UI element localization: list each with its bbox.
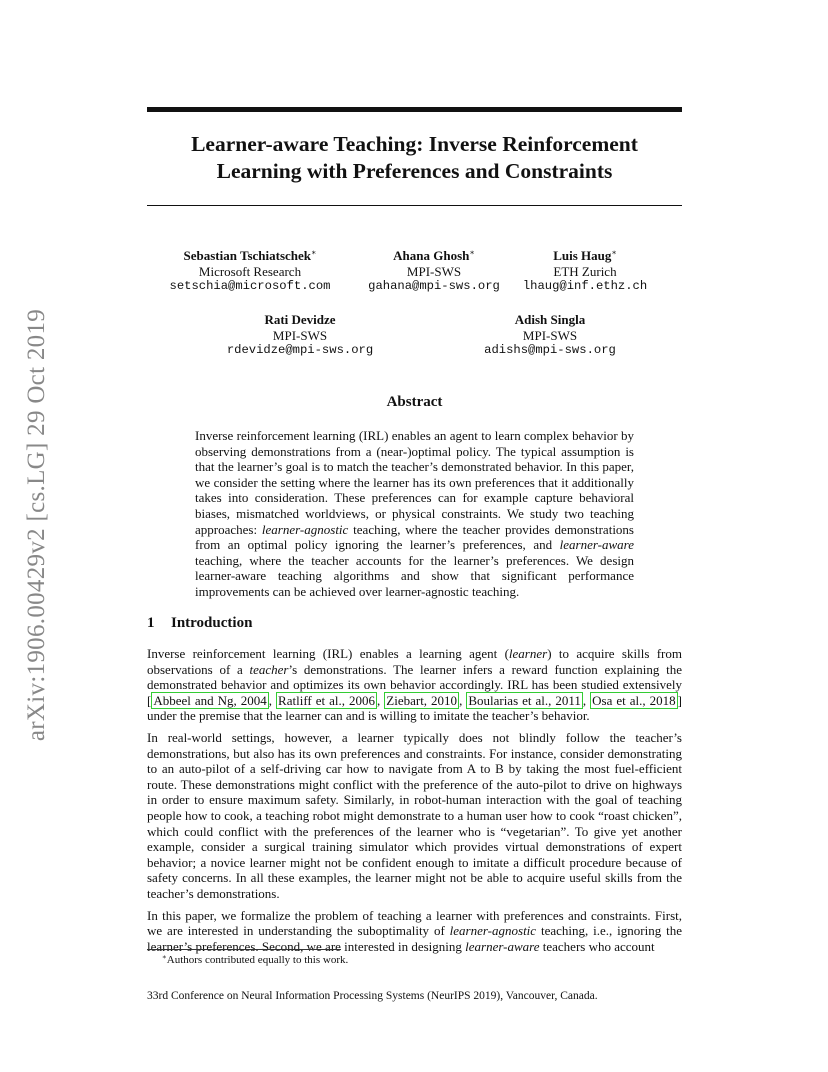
author-name: Rati Devidze [264,312,336,327]
author-name: Adish Singla [514,312,586,327]
citation-link[interactable]: Boularias et al., 2011 [468,692,581,708]
footnote: ∗Authors contributed equally to this work. [162,953,349,966]
author-email[interactable]: rdevidze@mpi-sws.org [226,343,374,357]
section-number: 1 [147,615,155,631]
author-email[interactable]: adishs@mpi-sws.org [484,343,616,357]
abstract-heading: Abstract [386,394,443,410]
author-block [510,245,660,295]
abstract-text: Inverse reinforcement learning (IRL) enables an agent to learn complex behavior by observing demonstrations from a (near-)optimal policy. The typical assumption is that the learner’s goal is to match the teacher’s demonstrated behavior. In this paper, we consider the setting where the learner has its own preferences that it additionally takes into consideration. These preferences can for example capture behavioral biases, mismatched worldviews, or physical constraints. We study two teaching approaches: learner-agnostic teaching, where the teacher provides demonstrations from an optimal policy ignoring the learner’s preferences, and learner-aware teaching, where the teacher accounts for the learner’s preferences. We design learner-aware teaching algorithms and show that significant performance improvements can be achieved over learner-agnostic teaching. [195,428,634,599]
footnote-rule [147,949,341,950]
paragraph: In this paper, we formalize the problem of teaching a learner with preferences and constraints. First, we are interested in understanding the suboptimality of learner-agnostic teaching, i.e., ignoring the learner’s preferences. Second, we are interested in designing learner-aware teachers who account [147,907,682,954]
paragraph: Inverse reinforcement learning (IRL) enables a learning agent (learner) to acquire skills from observations of a teacher’s demonstrations. The learner infers a reward function explaining the demonstrated behavior and optimizes its own behavior accordingly. IRL has been studied extensively [ Abbeel and Ng, 2004 , Ratliff et al., 2006 , Ziebart, 2010 , Boularias et al., 2011 , Osa et al., 2018 ] under the premise that the learner can and is willing to imitate the teacher’s behavior. [147,646,682,724]
author-affiliation: MPI-SWS [522,327,578,343]
citation-link[interactable]: Ziebart, 2010 [386,692,458,708]
author-affiliation: ETH Zurich [553,263,617,279]
author-name: Sebastian Tschiatschek∗ [183,248,317,263]
citation-link[interactable]: Ratliff et al., 2006 [278,692,376,708]
section-heading [147,615,252,632]
citation-link[interactable]: Osa et al., 2018 [592,692,676,708]
section-title: Introduction [171,615,253,631]
title-rule-top [147,107,682,112]
author-email[interactable]: gahana@mpi-sws.org [368,279,500,293]
paper-title [147,131,682,185]
title-line-2: Learning with Preferences and Constraints [216,159,613,183]
author-name: Luis Haug∗ [553,248,617,263]
author-name: Ahana Ghosh∗ [393,248,475,263]
introduction-body [147,646,682,960]
author-block [450,312,650,359]
author-block [210,312,390,359]
author-email[interactable]: setschia@microsoft.com [169,279,331,293]
author-affiliation: Microsoft Research [198,263,302,279]
arxiv-identifier-text: arXiv:1906.00429v2 [cs.LG] 29 Oct 2019 [23,308,50,742]
citation-link[interactable]: Abbeel and Ng, 2004 [153,692,267,708]
author-block [150,245,350,295]
author-email[interactable]: lhaug@inf.ethz.ch [522,279,648,293]
title-rule-bottom [147,205,682,206]
title-line-1: Learner-aware Teaching: Inverse Reinforcement [191,132,638,156]
conference-notice: 33rd Conference on Neural Information Processing Systems (NeurIPS 2019), Vancouver, Canada. [147,990,598,1002]
author-affiliation: MPI-SWS [406,263,462,279]
paragraph: In real-world settings, however, a learner typically does not blindly follow the teacher’s demonstrations, but also has its own preferences and constraints. For instance, consider demonstrating to an auto-pilot of a self-driving car how to navigate from A to B by taking the most fuel-efficient route. These demonstrations might conflict with the preference of the auto-pilot to drive on highways in order to ensure maximum safety. Similarly, in robot-human interaction with the goal of teaching people how to cook, a teaching robot might demonstrate to a human user how to cook “roast chicken”, which could conflict with the preferences of the learner who is “vegetarian”. To give yet another example, consider a surgical training simulator which provides virtual demonstrations of expert behavior; a novice learner might not be confident enough to imitate a difficult procedure because of safety concerns. In all these examples, the learner might not be able to acquire useful skills from the teacher’s demonstrations. [147,729,682,901]
arxiv-identifier [12,290,62,760]
author-block [354,245,514,295]
author-affiliation: MPI-SWS [272,327,328,343]
